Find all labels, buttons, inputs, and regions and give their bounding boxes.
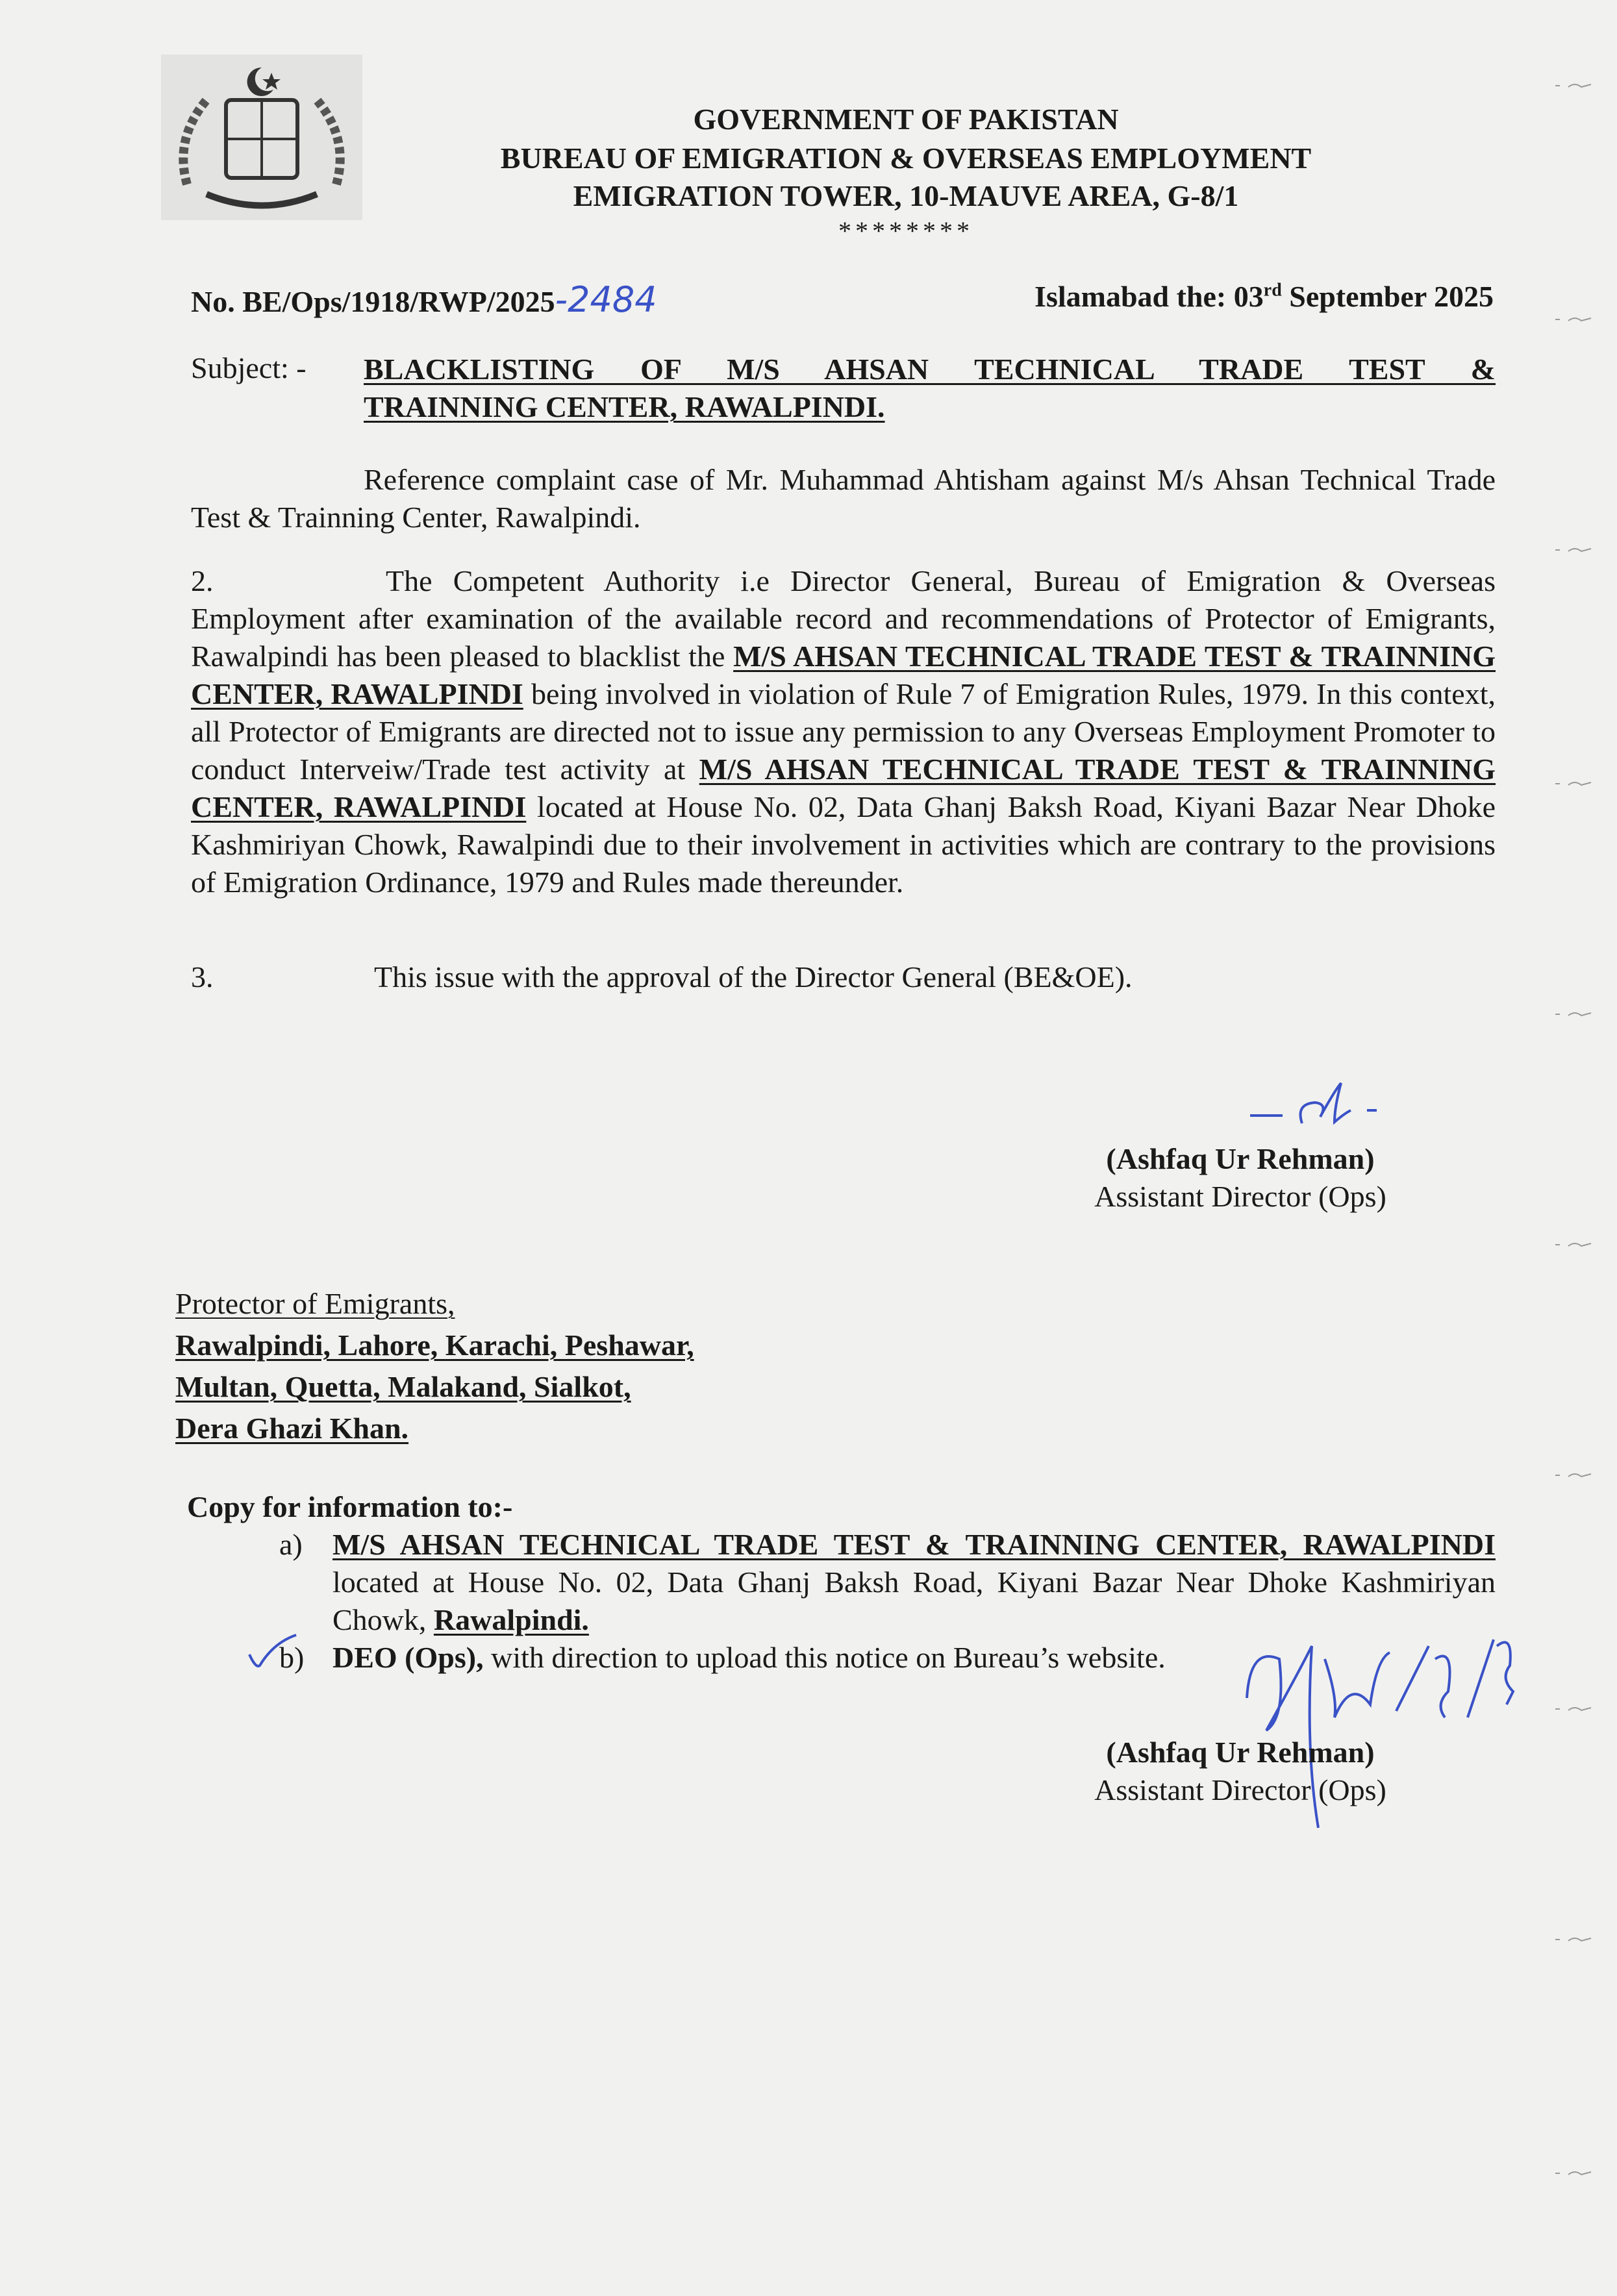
- list-item: a) M/S AHSAN TECHNICAL TRADE TEST & TRAINNING CENTER, RAWALPINDI located at House No. 02, Data Ghanj Baksh Road, Kiyani Bazar Near Dhoke Kashmiriyan Chowk, Rawalpindi.: [279, 1528, 1496, 1636]
- signatory-block-1: (Ashfaq Ur Rehman) Assistant Director (Ops): [1094, 1142, 1386, 1213]
- subject-text: BLACKLISTING OF M/S AHSAN TECHNICAL TRADE TEST & TRAINNING CENTER, RAWALPINDI.: [364, 353, 1496, 423]
- paragraph-3: 3. This issue with the approval of the Director General (BE&OE).: [191, 960, 1133, 993]
- subject-label: Subject: -: [191, 351, 307, 384]
- margin-mark: [1552, 78, 1598, 91]
- margin-mark: [1552, 1932, 1598, 1945]
- list-item: b) DEO (Ops), with direction to upload this notice on Bureau’s website.: [279, 1641, 1166, 1674]
- signature-1: [1237, 1078, 1432, 1136]
- margin-mark: [1552, 542, 1598, 555]
- reference-number: No. BE/Ops/1918/RWP/2025-2484: [191, 279, 657, 320]
- margin-mark: [1552, 312, 1598, 325]
- margin-mark: [1552, 1701, 1598, 1714]
- margin-mark: [1552, 1467, 1598, 1480]
- header-stars: ********: [838, 216, 973, 245]
- header-line-3: EMIGRATION TOWER, 10-MAUVE AREA, G-8/1: [573, 179, 1239, 212]
- paragraph-2: 2. The Competent Authority i.e Director General, Bureau of Emigration & Overseas Employment after examination of the available record and recommendations of Protector of Emigrants, Rawalpindi has been pleased to blacklist the M/S AHSAN TECHNICAL TRADE TEST & TRAINNING CENTER, RAWALPINDI being involved in violation of Rule 7 of Emigration Rules, 1979. In this context, all Protector of Emigrants are directed not to issue any permission to any Overseas Employment Promoter to conduct Interveiw/Trade test activity at M/S AHSAN TECHNICAL TRADE TEST & TRAINNING CENTER, RAWALPINDI located at House No. 02, Data Ghanj Baksh Road, Kiyani Bazar Near Dhoke Kashmiriyan Chowk, Rawalpindi due to their involvement in activities which are contrary to the provisions of Emigration Ordinance, 1979 and Rules made thereunder.: [191, 564, 1496, 899]
- copy-heading: Copy for information to:-: [187, 1490, 513, 1523]
- margin-mark: [1552, 2165, 1598, 2178]
- margin-mark: [1552, 776, 1598, 789]
- handwritten-number: -2484: [555, 279, 657, 320]
- addressee-block: Protector of Emigrants, Rawalpindi, Lahore, Karachi, Peshawar, Multan, Quetta, Malakand, Sialkot, Dera Ghazi Khan.: [175, 1287, 694, 1445]
- paragraph-1: Reference complaint case of Mr. Muhammad Ahtisham against M/s Ahsan Technical Trade Test & Trainning Center, Rawalpindi.: [191, 463, 1496, 534]
- header-line-1: GOVERNMENT OF PAKISTAN: [693, 103, 1119, 136]
- margin-mark: [1552, 1237, 1598, 1250]
- tick-mark-icon: [244, 1630, 303, 1675]
- margin-mark: [1552, 1006, 1598, 1019]
- signatory-block-2: (Ashfaq Ur Rehman) Assistant Director (Ops): [1094, 1736, 1386, 1806]
- letter-date: Islamabad the: 03rd September 2025: [1034, 280, 1494, 313]
- header-line-2: BUREAU OF EMIGRATION & OVERSEAS EMPLOYMENT: [500, 142, 1312, 175]
